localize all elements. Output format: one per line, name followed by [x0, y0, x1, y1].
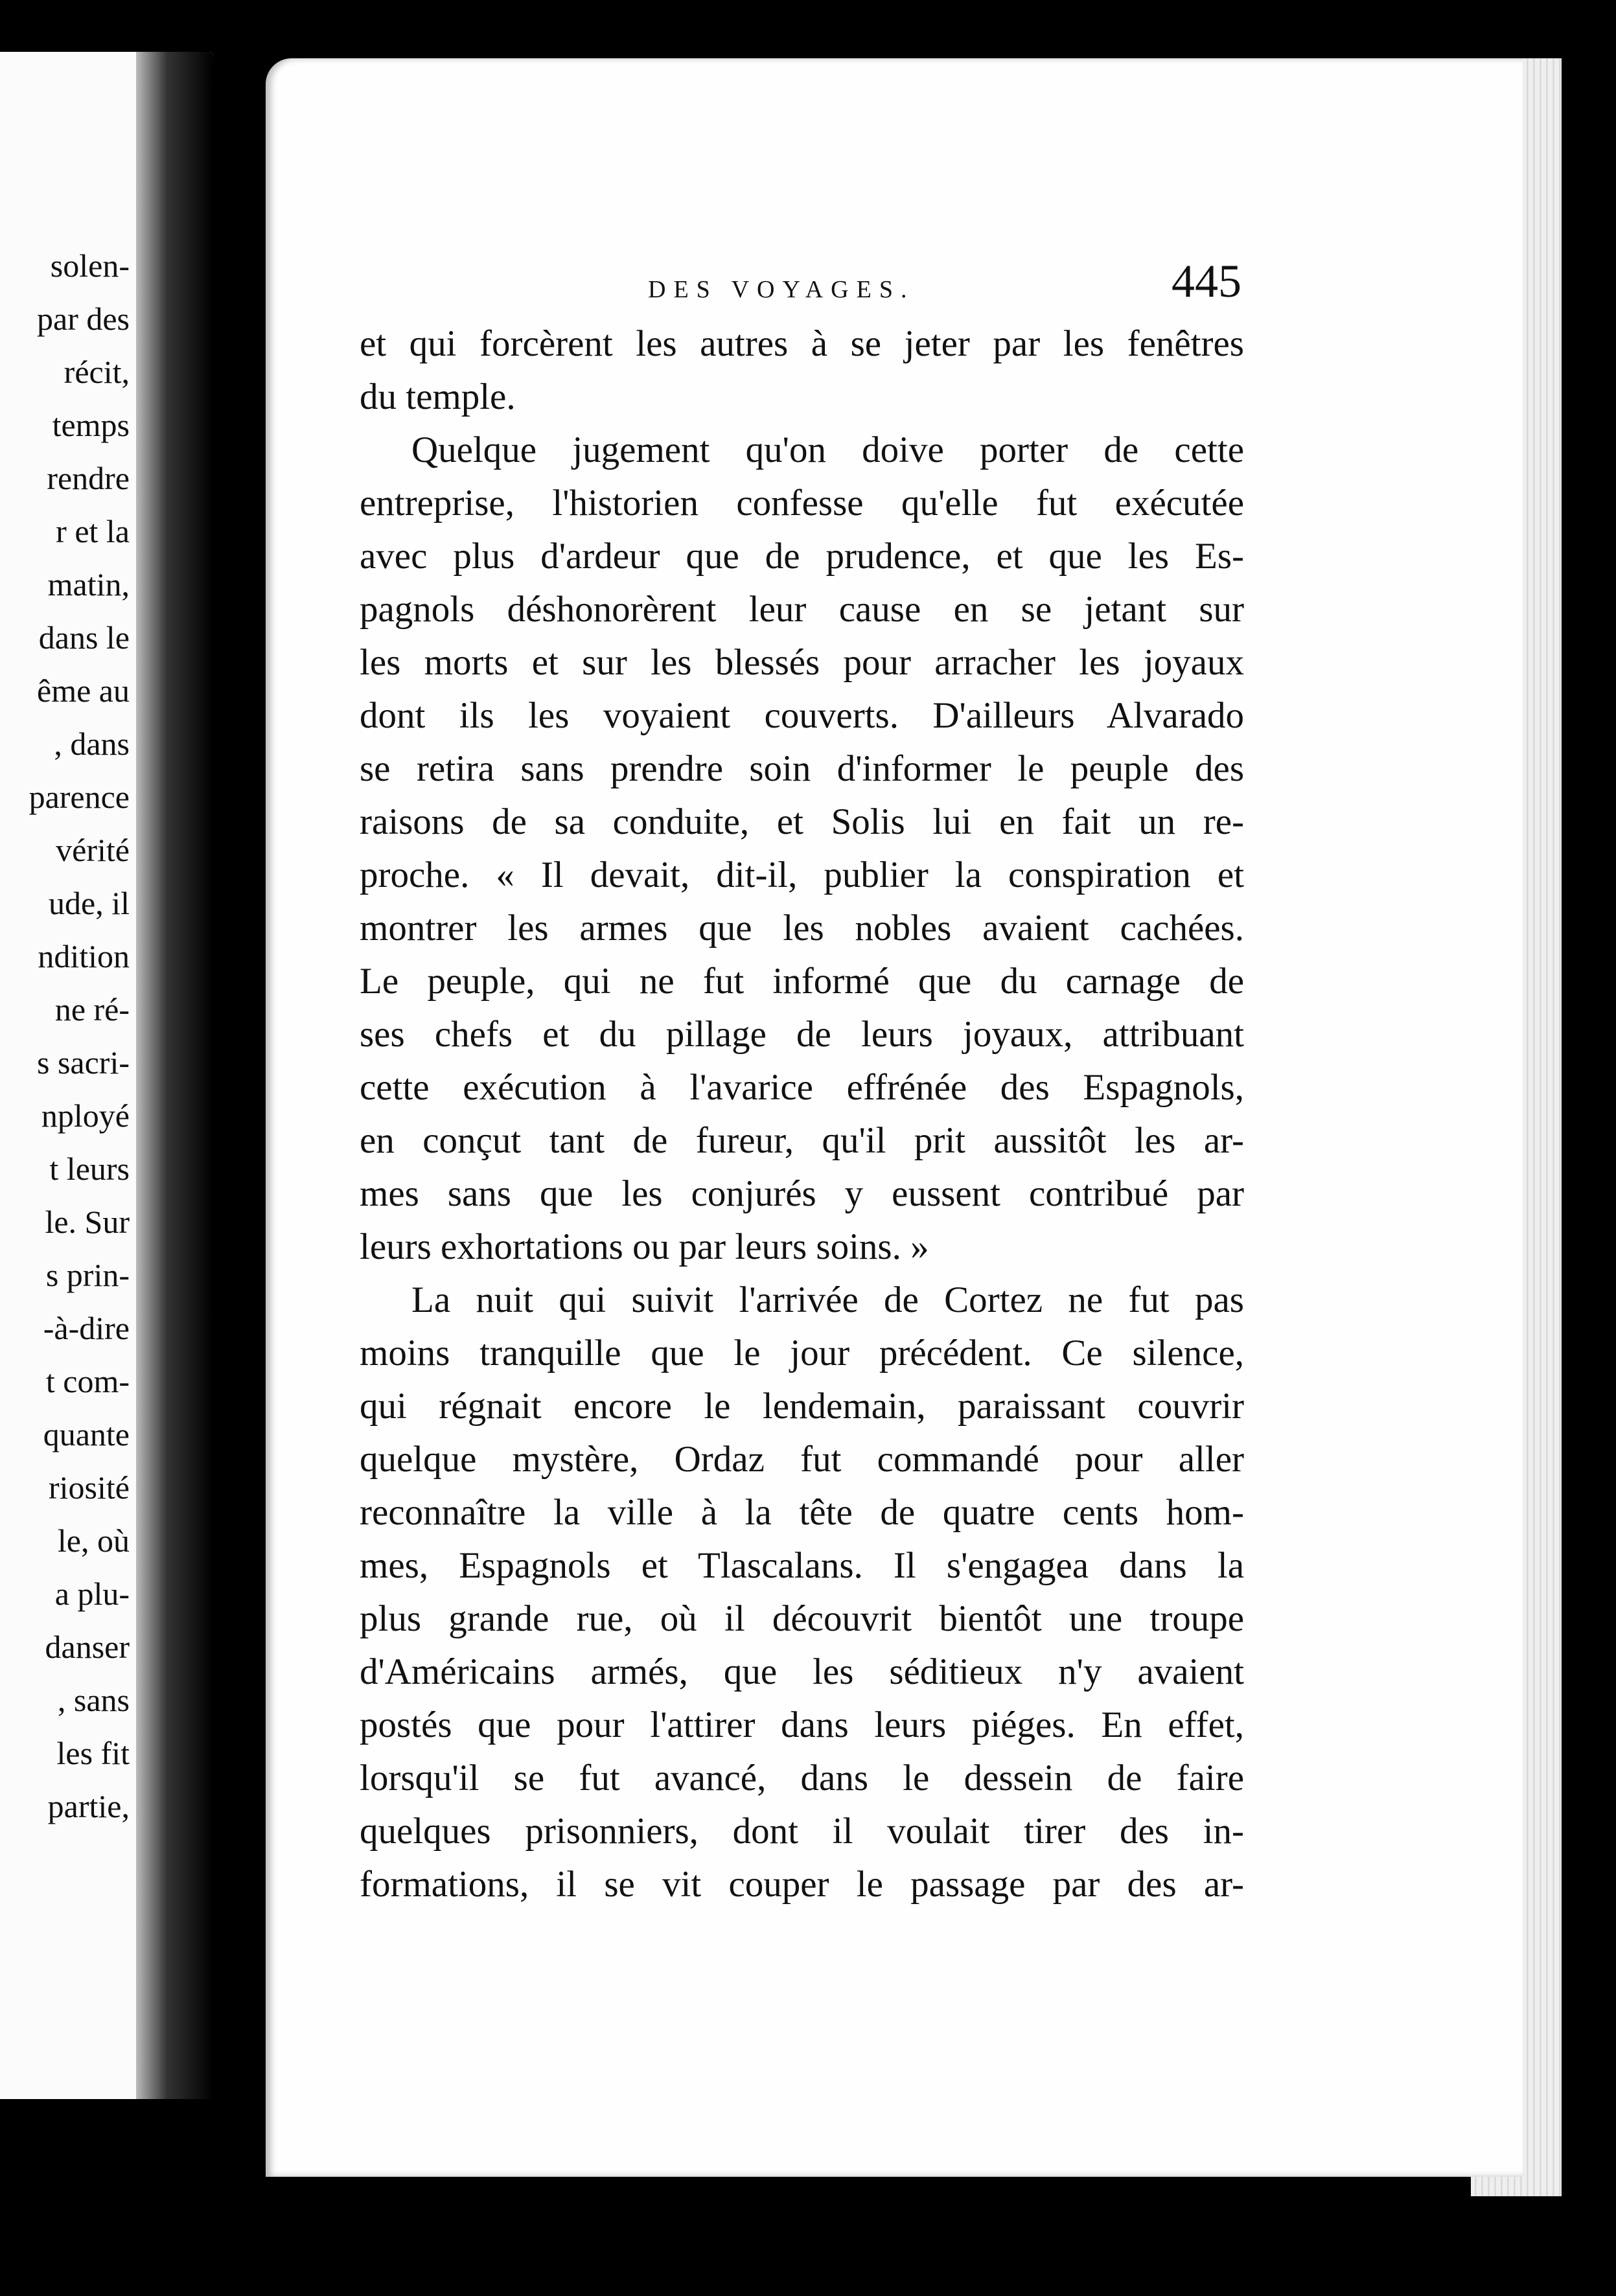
left-page-line: vérité: [56, 832, 130, 868]
text-line: raisons de sa conduite, et Solis lui en fait un re-: [360, 801, 1244, 842]
left-page-line: , sans: [57, 1682, 130, 1718]
left-page-line: , dans: [54, 726, 130, 762]
left-page-line: t leurs: [49, 1151, 130, 1187]
text-line: cette exécution à l'avarice effrénée des Espagnols,: [360, 1067, 1244, 1108]
text-line: leurs exhortations ou par leurs soins. »: [360, 1226, 929, 1267]
text-line: ses chefs et du pillage de leurs joyaux, attribuant: [360, 1014, 1244, 1055]
left-page-line: a plu-: [54, 1576, 130, 1612]
text-line: proche. « Il devait, dit-il, publier la conspiration et: [360, 855, 1244, 895]
left-page-line: -à-dire: [43, 1310, 130, 1346]
text-line: moins tranquille que le jour précédent. Ce silence,: [360, 1333, 1244, 1373]
text-line: Le peuple, qui ne fut informé que du carnage de: [360, 961, 1244, 1002]
left-page-line: ude, il: [49, 885, 130, 921]
text-line: mes sans que les conjurés y eussent contribué par: [360, 1173, 1244, 1214]
text-line: plus grande rue, où il découvrit bientôt une troupe: [360, 1598, 1244, 1639]
text-line: formations, il se vit couper le passage par des ar-: [360, 1864, 1244, 1905]
left-page-line: le. Sur: [45, 1204, 130, 1240]
text-line: La nuit qui suivit l'arrivée de Cortez ne fut pas: [411, 1280, 1244, 1320]
text-line: en conçut tant de fureur, qu'il prit aussitôt les ar-: [360, 1120, 1244, 1161]
text-line: postés que pour l'attirer dans leurs piéges. En effet,: [360, 1705, 1244, 1745]
left-page-line: ndition: [38, 938, 130, 974]
text-line: se retira sans prendre soin d'informer le peuple des: [360, 748, 1244, 789]
left-page-line: temps: [52, 407, 130, 443]
left-page-line: riosité: [49, 1469, 130, 1506]
left-page-line: ême au: [37, 672, 130, 709]
text-line: d'Américains armés, que les séditieux n'y avaient: [360, 1651, 1244, 1692]
text-line: pagnols déshonorèrent leur cause en se jetant sur: [360, 589, 1244, 630]
text-line: et qui forcèrent les autres à se jeter par les fenêtres: [360, 323, 1244, 364]
text-line: qui régnait encore le lendemain, paraissant couvrir: [360, 1386, 1244, 1427]
left-page-line: danser: [45, 1629, 130, 1665]
previous-page-fragment: [0, 52, 214, 2099]
left-page-line: solen-: [50, 247, 130, 284]
left-page-line: le, où: [57, 1522, 130, 1559]
text-line: avec plus d'ardeur que de prudence, et que les Es-: [360, 536, 1244, 577]
left-page-line: rendre: [47, 460, 130, 496]
left-page-line: matin,: [47, 566, 130, 603]
text-line: du temple.: [360, 376, 516, 417]
left-page-line: les fit: [56, 1735, 130, 1771]
left-page-line: par des: [37, 301, 130, 337]
text-line: quelques prisonniers, dont il voulait tirer des in-: [360, 1811, 1244, 1852]
left-page-line: parence: [29, 779, 130, 815]
left-page-line: quante: [43, 1416, 130, 1452]
left-page-line: dans le: [38, 619, 130, 656]
body-text: [360, 317, 1244, 1911]
text-line: les morts et sur les blessés pour arracher les joyaux: [360, 642, 1244, 683]
running-head: DES VOYAGES.: [648, 276, 915, 303]
text-line: quelque mystère, Ordaz fut commandé pour aller: [360, 1439, 1244, 1480]
left-page-line: ne ré-: [54, 991, 130, 1027]
book-gutter: [136, 52, 214, 2099]
text-line: Quelque jugement qu'on doive porter de cette: [411, 430, 1244, 470]
text-line: dont ils les voyaient couverts. D'ailleurs Alvarado: [360, 695, 1244, 736]
text-line: mes, Espagnols et Tlascalans. Il s'engagea dans la: [360, 1545, 1244, 1586]
left-page-line: partie,: [47, 1788, 130, 1824]
left-page-line: récit,: [63, 354, 130, 390]
text-line: lorsqu'il se fut avancé, dans le dessein de faire: [360, 1758, 1244, 1798]
page-number: 445: [1172, 255, 1241, 307]
left-page-line: s prin-: [45, 1257, 130, 1293]
text-line: entreprise, l'historien confesse qu'elle fut exécutée: [360, 483, 1244, 523]
left-page-line: t com-: [45, 1363, 130, 1399]
left-page-line: r et la: [56, 513, 130, 549]
text-line: reconnaître la ville à la tête de quatre cents hom-: [360, 1492, 1244, 1533]
left-page-line: s sacri-: [37, 1044, 130, 1081]
left-page-line: nployé: [41, 1097, 130, 1134]
text-line: montrer les armes que les nobles avaient cachées.: [360, 908, 1244, 948]
